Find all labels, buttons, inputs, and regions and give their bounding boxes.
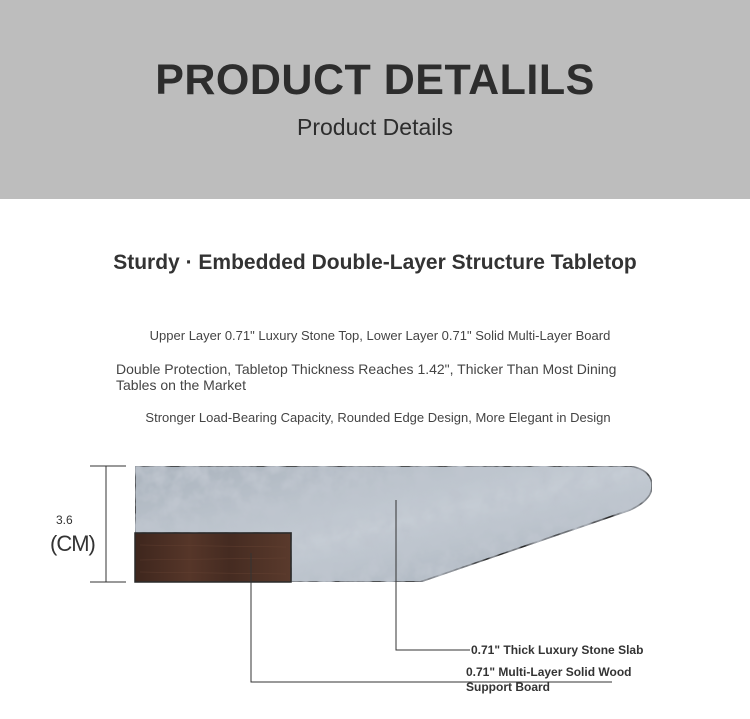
- wood-board: [135, 533, 291, 582]
- description-line-3: Stronger Load-Bearing Capacity, Rounded Edge Design, More Elegant in Design: [145, 410, 611, 425]
- dimension-unit: (CM): [50, 531, 95, 556]
- description-line-2: Double Protection, Tabletop Thickness Reaches 1.42", Thicker Than Most Dining Tables on the Market: [116, 361, 617, 393]
- banner-title: PRODUCT DETALILS: [155, 56, 595, 104]
- wood-board-label: 0.71" Multi-Layer Solid Wood Support Board: [466, 665, 632, 694]
- dimension-value: 3.6: [56, 513, 73, 527]
- stone-slab-label: 0.71" Thick Luxury Stone Slab: [471, 643, 644, 657]
- header-banner: [0, 0, 750, 199]
- banner-subtitle: Product Details: [297, 114, 453, 140]
- section-heading: Sturdy · Embedded Double-Layer Structure Tabletop: [113, 251, 637, 274]
- description-line-1: Upper Layer 0.71" Luxury Stone Top, Lower Layer 0.71" Solid Multi-Layer Board: [149, 328, 611, 343]
